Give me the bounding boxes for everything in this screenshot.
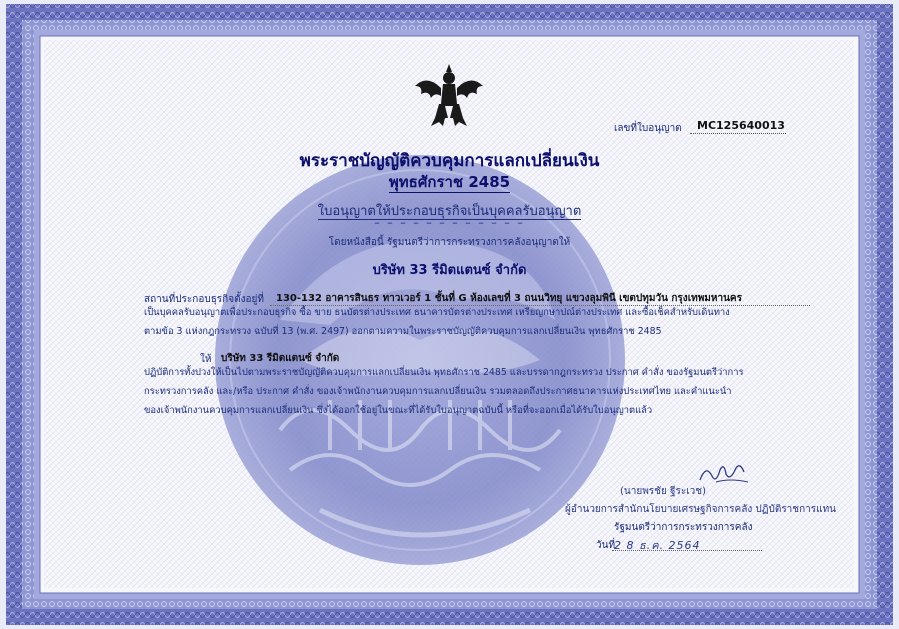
date-label: วันที่ (596, 540, 616, 551)
permission-paragraph (144, 303, 824, 341)
date-underline (612, 550, 762, 551)
license-type-text: ใบอนุญาตให้ประกอบธุรกิจเป็นบุคคลรับอนุญาต (317, 204, 582, 219)
signatory-position: ผู้อำนวยการสำนักนโยบายเศรษฐกิจการคลัง ปฏิบัติราชการแทน (565, 504, 837, 515)
divider-dashes: – – – – – – – – – – – – (374, 216, 525, 229)
obligation-line-3: ของเจ้าพนักงานควบคุมการแลกเปลี่ยนเงิน ซึ่งได้ออกใช้อยู่ในขณะที่ได้รับใบอนุญาตฉบับนี้ หรือที่จะออกเมื่อได้รับใบอนุญาตแล้ว (144, 405, 653, 416)
act-year (0, 170, 899, 194)
license-number-label: เลขที่ใบอนุญาต (614, 123, 682, 134)
location-address: 130-132 อาคารสินธร ทาวเวอร์ 1 ชั้นที่ G ห้องเลขที่ 3 ถนนวิทยุ แขวงลุมพินี เขตปทุมวัน กรุงเทพมหานคร (276, 293, 742, 304)
give-label: ให้ (200, 354, 212, 365)
license-number: MC125640013 (697, 119, 785, 132)
permission-line-2: ตามข้อ 3 แห่งกฎกระทรวง ฉบับที่ 13 (พ.ศ. 2497) ออกตามความในพระราชบัญญัติควบคุมการแลกเปลี่ยนเงิน พุทธศักราช 2485 (144, 326, 662, 337)
company-name: บริษัท 33 รีมิตแตนซ์ จำกัด (372, 263, 527, 278)
act-title: พระราชบัญญัติควบคุมการแลกเปลี่ยนเงิน (299, 151, 600, 171)
issue-date: 2 8 ธ.ค. 2564 (614, 539, 701, 552)
obligation-line-1: ปฏิบัติการทั้งปวงให้เป็นไปตามพระราชบัญญัติควบคุมการแลกเปลี่ยนเงิน พุทธศักราช 2485 และบรรดากฎกระทรวง ประกาศ คำสั่ง ของรัฐมนตรีว่าการ (144, 367, 744, 378)
signatory-name: (นายพรชัย ฐีระเวช) (620, 486, 706, 497)
obligation-paragraph (144, 363, 824, 420)
authority-statement: โดยหนังสือนี้ รัฐมนตรีว่าการกระทรวงการคลังอนุญาตให้ (328, 237, 571, 248)
give-company: บริษัท 33 รีมิตแตนซ์ จำกัด (221, 353, 340, 364)
garuda-emblem-icon (409, 62, 489, 128)
obligation-line-2: กระทรวงการคลัง และ/หรือ ประกาศ คำสั่ง ของเจ้าพนักงานควบคุมการแลกเปลี่ยนเงิน รวมตลอดถึงประกาศธนาคารแห่งประเทศไทย และคำแนะนำ (144, 386, 732, 397)
location-label: สถานที่ประกอบธุรกิจตั้งอยู่ที่ (144, 294, 264, 305)
act-year-text: พุทธศักราช 2485 (388, 173, 511, 191)
minister-title: รัฐมนตรีว่าการกระทรวงการคลัง (614, 522, 753, 533)
permission-line-1: เป็นบุคคลรับอนุญาตเพื่อประกอบธุรกิจ ซื้อ ขาย ธนบัตรต่างประเทศ ธนาคารบัตรต่างประเทศ เหรียญกษาปณ์ต่างประเทศ และซื้อเช็คสำหรับเดินทาง (144, 307, 730, 318)
license-number-underline (690, 133, 786, 134)
